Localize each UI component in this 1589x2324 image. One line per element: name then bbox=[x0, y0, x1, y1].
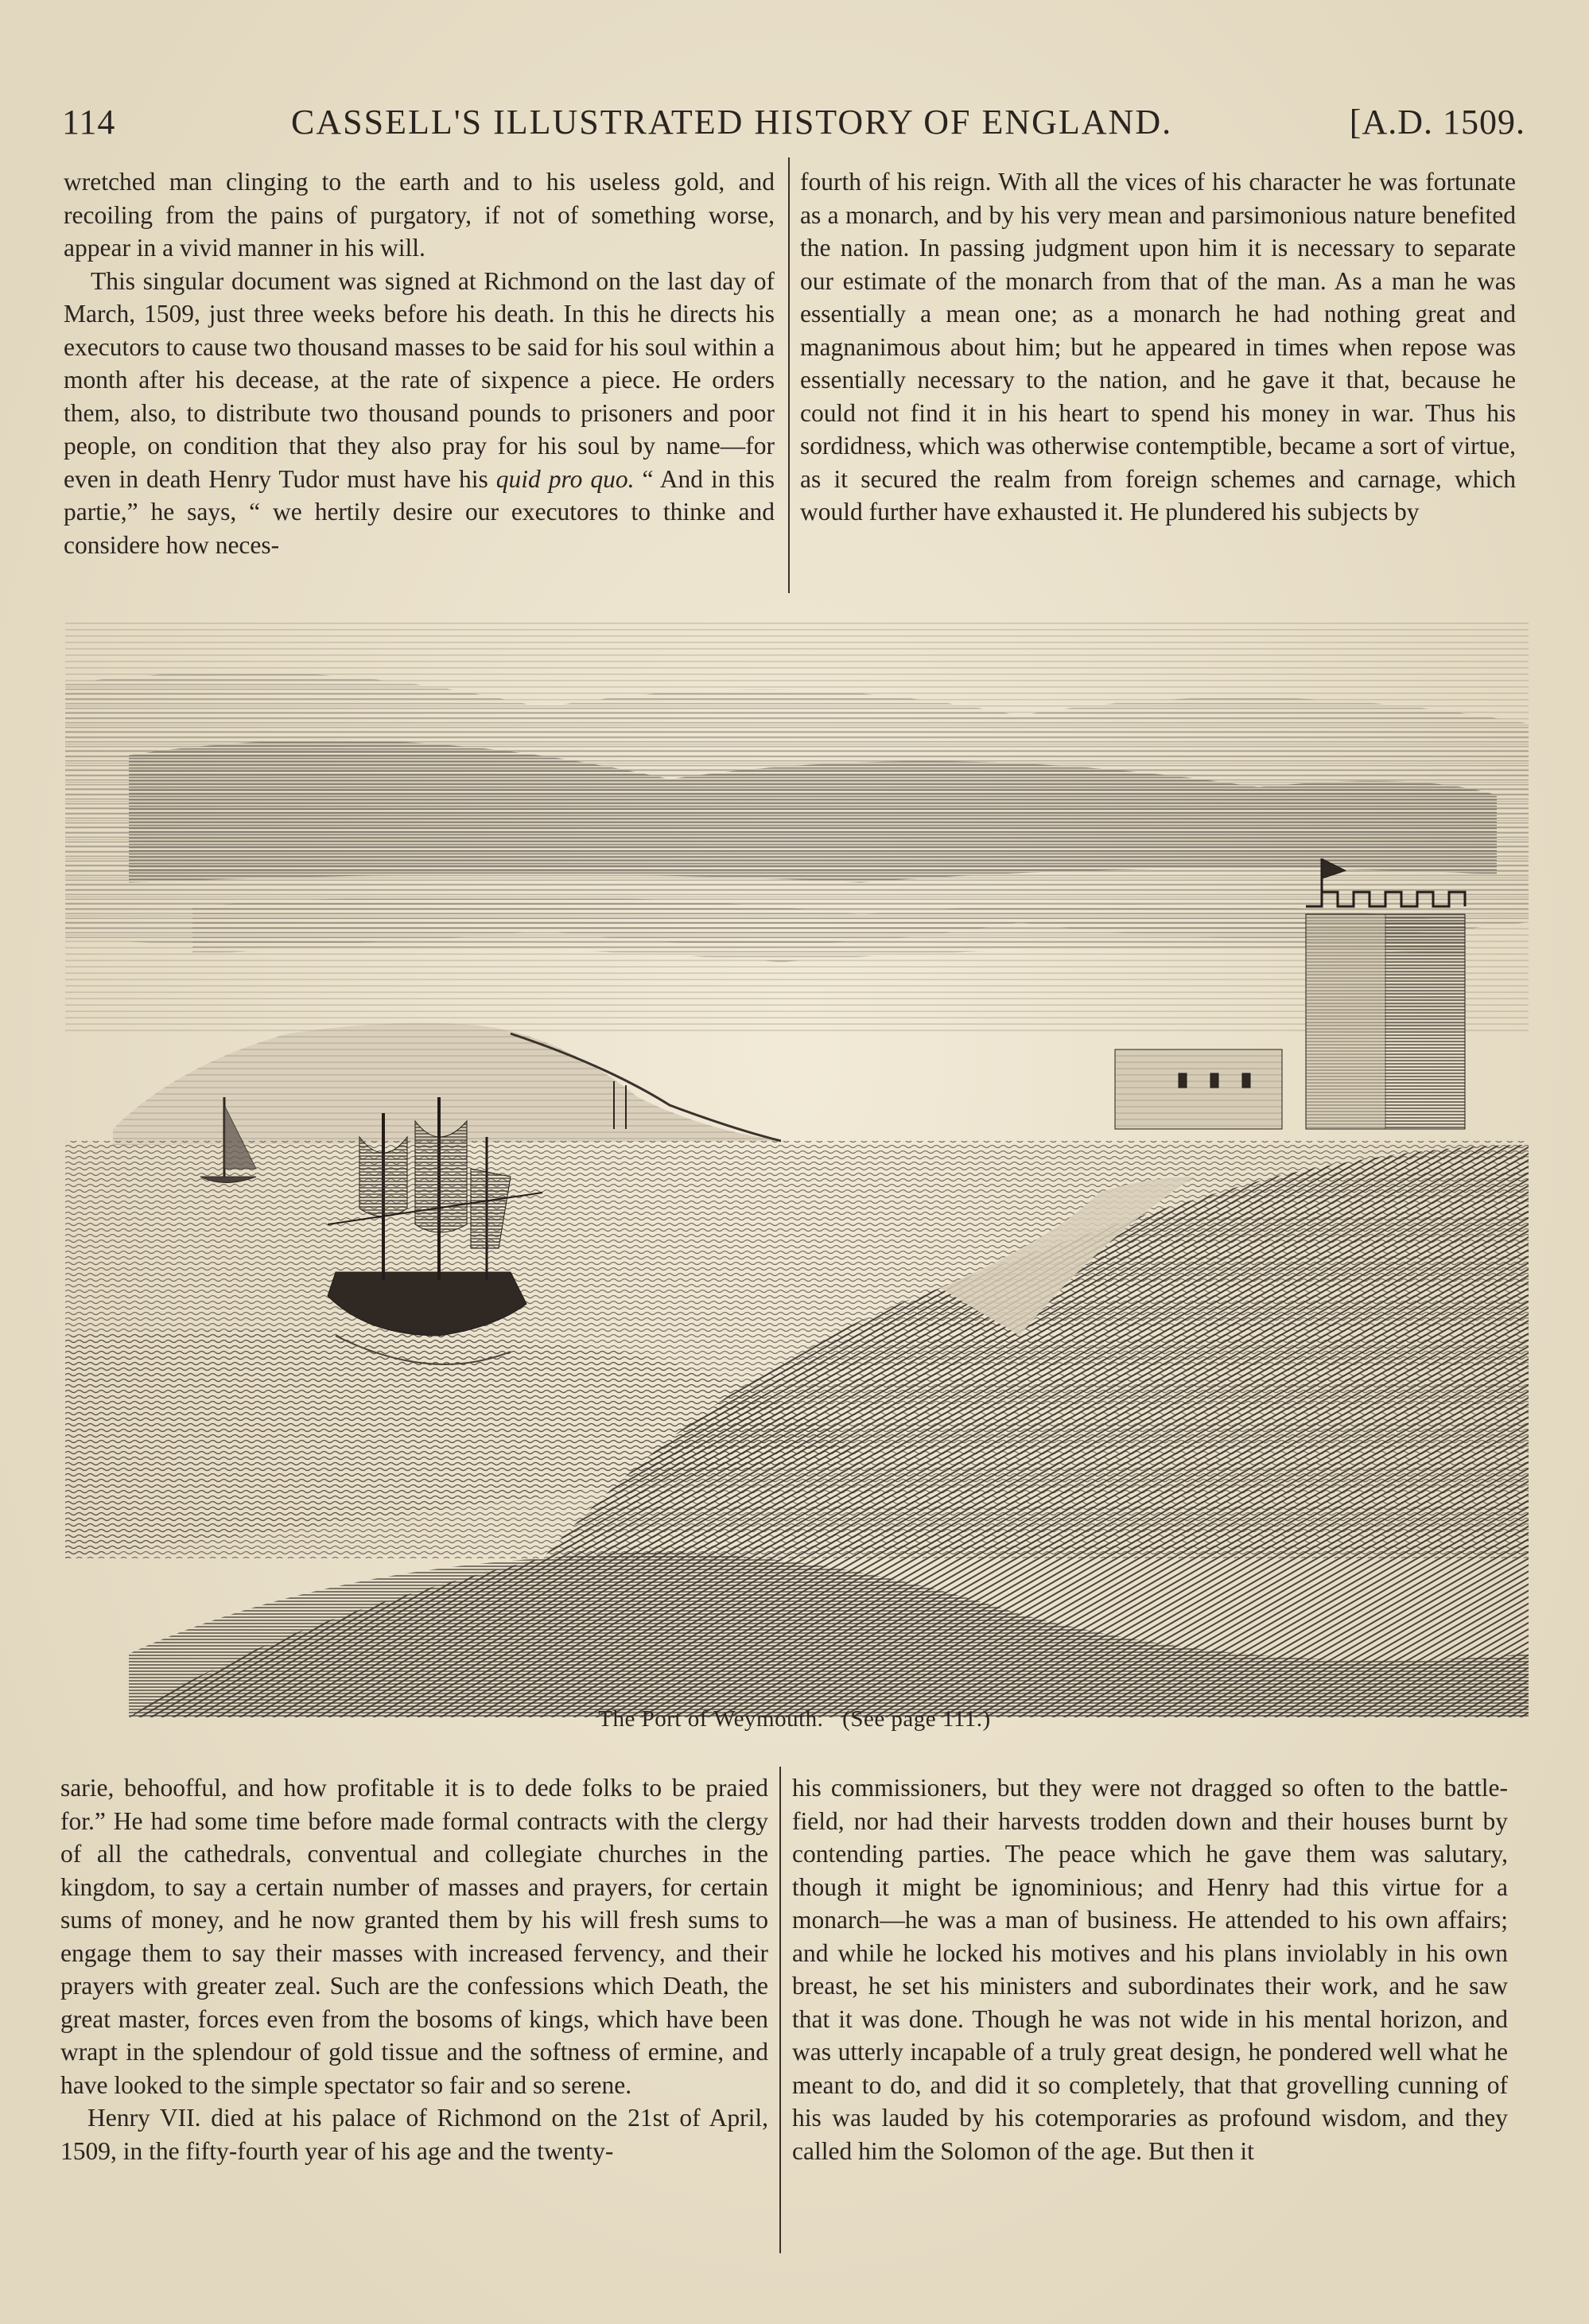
paragraph: This singular document was signed at Richmond on the last day of March, 1509, just three weeks before his death. In this he directs his executors to cause two thousand masses to be said for his soul within a month after his decease, at the rate of sixpence a piece. He orders them, also, to distribute two thousand pounds to prisoners and poor people, on condition that they also pray for his soul by name—for even in death Henry Tudor must have his quid pro quo. “ And in this partie,” he says, “ we hertily desire our executores to thinke and considere how neces- bbox=[64, 266, 775, 559]
column-divider-bottom bbox=[779, 1767, 781, 2253]
engraving-port-of-weymouth bbox=[65, 620, 1529, 1717]
text-column-bottom-right bbox=[792, 1771, 1508, 2167]
figure-caption bbox=[0, 1706, 1589, 1732]
paragraph: fourth of his reign. With all the vices of his character he was fortunate as a monarch, and by his very mean and parsimonious nature benefited the nation. In passing judgment upon him it is necessary to separate our estimate of the monarch from that of the man. As a man he was essentially a mean one; as a monarch he had nothing great and magnanimous about him; but he appeared in times when repose was essentially necessary to the nation, and he gave it that, because he could not find it in his heart to spend his money in war. Thus his sordidness, which was otherwise contemptible, became a sort of virtue, as it secured the realm from foreign schemes and carnage, which would further have exhausted it. He plundered his subjects by bbox=[800, 168, 1516, 526]
paragraph: wretched man clinging to the earth and to his useless gold, and recoiling from the pains of purgatory, if not of something worse, appear in a vivid manner in his will. bbox=[64, 168, 775, 262]
text-column-bottom-left bbox=[60, 1771, 768, 2167]
paragraph: Henry VII. died at his palace of Richmond on the 21st of April, 1509, in the fifty-fourth year of his age and the twenty- bbox=[60, 2104, 768, 2165]
text-column-top-right bbox=[800, 165, 1516, 529]
book-title: CASSELL'S ILLUSTRATED HISTORY OF ENGLAND. bbox=[291, 103, 1173, 142]
caption-title: The Port of Weymouth. bbox=[598, 1706, 824, 1732]
header-date: [A.D. 1509. bbox=[1349, 103, 1525, 142]
text-column-top-left bbox=[64, 165, 775, 561]
column-divider-top bbox=[788, 157, 790, 593]
running-header bbox=[62, 102, 1525, 149]
caption-page-ref: (See page 111.) bbox=[842, 1706, 991, 1732]
italic-phrase: quid pro quo. bbox=[495, 464, 635, 493]
paragraph: sarie, behoofful, and how profitable it is to dede folks to be praied for.” He had some time before made formal contracts with the clergy of all the cathedrals, conventual and collegiate churches in the kingdom, to say a certain number of masses and prayers, for certain sums of money, and he now granted them by his will fresh sums to engage them to say their masses with increased fervency, and their prayers with greater zeal. Such are the confessions which Death, the great master, forces even from the bosoms of kings, which have been wrapt in the splendour of gold tissue and the softness of ermine, and have looked to the simple spectator so fair and so serene. bbox=[60, 1774, 768, 2099]
page-number: 114 bbox=[62, 103, 116, 142]
paragraph: his commissioners, but they were not dragged so often to the battle-field, nor had their harvests trodden down and their houses burnt by contending parties. The peace which he gave them was salutary, though it might be ignominious; and Henry had this virtue for a monarch—he was a man of business. He attended to his own affairs; and while he locked his motives and his plans inviolably in his own breast, he set his ministers and subordinates their work, and he saw that it was done. Though he was not wide in his mental horizon, and was utterly incapable of a truly great design, he pondered well what he meant to do, and did it so completely, that that grovelling cunning of his was lauded by his cotemporaries as profound wisdom, and they called him the Solomon of the age. But then it bbox=[792, 1774, 1508, 2165]
engraving-illustration bbox=[65, 620, 1529, 1717]
